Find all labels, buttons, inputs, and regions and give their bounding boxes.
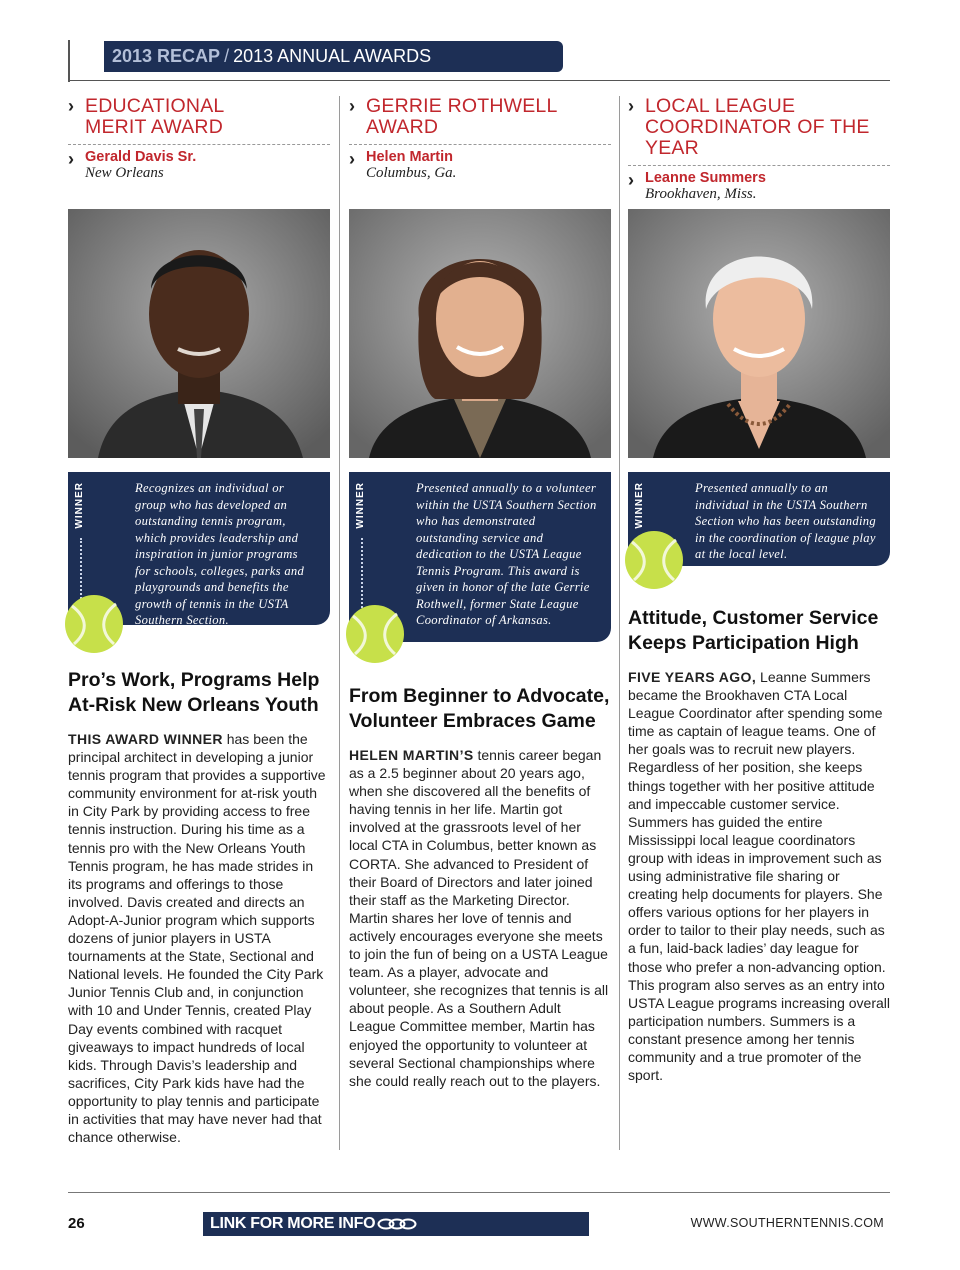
winner-name: Gerald Davis Sr. bbox=[85, 149, 197, 165]
column-divider bbox=[619, 96, 620, 1150]
award-column-educational-merit bbox=[68, 95, 330, 1146]
winner-info bbox=[349, 149, 611, 182]
article-text: tennis career began as a 2.5 beginner about 20 years ago, when she discovered all the benefits of having tennis in her life. Martin got involved at the grassroots level of her local CTA in Columbus, better known as CORTA. She advanced to President of their Board of Directors and later joined their staff as the Marketing Director. Martin shares her love of tennis and actively encourages everyone she meets to join the fun of being on a USTA League team. As a player, advocate and volunteer, she recognizes that tennis is all about people. As a Southern Adult League Committee member, Martin has enjoyed the opportunity to volunteer at several Sectional championships where she could really reach out to the players. bbox=[349, 747, 609, 1089]
award-description: Presented annually to a volunteer within the USTA Southern Section who has demonstrated outstanding service and dedication to the USTA League Tennis Program. This award is given in honor of the late Gerrie Rothwell, former State League Coordinator of Arkansas. bbox=[416, 481, 597, 627]
chevron-right-icon: › bbox=[349, 149, 355, 169]
award-description: Presented annually to an individual in the USTA Southern Section who has been outstanding in the coordination of league play at the local level. bbox=[695, 481, 876, 561]
award-title-line: COORDINATOR OF THE YEAR bbox=[645, 116, 870, 159]
more-info-label: LINK FOR MORE INFO bbox=[210, 1215, 376, 1232]
article-text: Leanne Summers became the Brookhaven CTA Local League Coordinator after spending some time as captain of league teams. One of her goals was to recruit new players. Regardless of her position, she keeps things together with her positive attitude and impeccable customer service. Summers has guided the entire Mississippi local league coordinators group with ideas in improvement such as using administrative file sharing or creating help documents for players. She offers various options for her players in order to tailor to their play needs, such as a fun, laid-back ladies’ day league for those who prefer a non-advancing option. This program also serves as an entry into USTA League programs increasing overall participation numbers. Summers is a constant presence among her tennis community and a true promoter of the sport. bbox=[628, 669, 890, 1084]
article-body bbox=[628, 668, 890, 1084]
website-url[interactable]: WWW.SOUTHERNTENNIS.COM bbox=[690, 1216, 884, 1230]
winner-location: Brookhaven, Miss. bbox=[645, 186, 757, 202]
winner-name: Leanne Summers bbox=[645, 170, 766, 186]
dashed-divider bbox=[68, 144, 330, 145]
award-title bbox=[628, 96, 890, 159]
winner-photo bbox=[68, 209, 330, 458]
award-title-line: EDUCATIONAL bbox=[85, 95, 225, 117]
article-title-line: Attitude, Customer Service bbox=[628, 607, 879, 629]
page-number: 26 bbox=[68, 1215, 85, 1232]
article-body bbox=[68, 730, 330, 1146]
article-title-line: At-Risk New Orleans Youth bbox=[68, 693, 319, 716]
dashed-divider bbox=[628, 165, 890, 166]
award-title-line: MERIT AWARD bbox=[85, 116, 223, 138]
chevron-right-icon: › bbox=[68, 96, 75, 116]
article-title-line: From Beginner to Advocate, bbox=[349, 685, 610, 707]
award-column-gerrie-rothwell bbox=[349, 95, 611, 1089]
article-lead: HELEN MARTIN’S bbox=[349, 747, 474, 763]
award-description: Recognizes an individual or group who has developed an outstanding tennis program, which provides leadership and inspiration in junior programs for schools, colleges, parks and playgrounds and benefits the growth of tennis in the USTA Southern Section. bbox=[135, 481, 305, 627]
more-info-link[interactable] bbox=[203, 1212, 589, 1236]
winner-label: WINNER bbox=[74, 482, 85, 529]
tennis-ball-icon bbox=[624, 530, 684, 590]
article-title-line: Pro’s Work, Programs Help bbox=[68, 669, 320, 691]
article-title bbox=[349, 684, 609, 733]
chevron-right-icon: › bbox=[349, 96, 356, 116]
tennis-ball-icon bbox=[64, 594, 124, 654]
header-section: 2013 RECAP bbox=[112, 46, 221, 66]
article-lead: THIS AWARD WINNER bbox=[68, 731, 223, 747]
winner-info bbox=[68, 149, 330, 182]
award-column-local-league-coordinator bbox=[628, 95, 890, 1084]
award-title-line: LOCAL LEAGUE bbox=[645, 95, 796, 117]
article-body bbox=[349, 746, 611, 1090]
winner-photo bbox=[628, 209, 890, 458]
article-title bbox=[628, 606, 878, 655]
header-subsection: 2013 ANNUAL AWARDS bbox=[233, 46, 432, 66]
chevron-right-icon: › bbox=[68, 149, 74, 169]
winner-name: Helen Martin bbox=[366, 149, 454, 165]
chain-link-icon bbox=[377, 1217, 417, 1231]
winner-info bbox=[628, 170, 890, 203]
winner-label: WINNER bbox=[634, 482, 645, 529]
article-title-line: Volunteer Embraces Game bbox=[349, 709, 596, 732]
winner-label: WINNER bbox=[355, 482, 366, 529]
award-title-line: AWARD bbox=[366, 116, 439, 138]
chevron-right-icon: › bbox=[628, 170, 634, 190]
chevron-right-icon: › bbox=[628, 96, 635, 116]
winner-location: Columbus, Ga. bbox=[366, 165, 457, 181]
award-title bbox=[349, 96, 611, 138]
header-rule-left bbox=[68, 40, 70, 82]
award-title-line: GERRIE ROTHWELL bbox=[366, 95, 558, 117]
article-title bbox=[68, 668, 319, 717]
award-title bbox=[68, 96, 330, 138]
column-divider bbox=[339, 96, 340, 1150]
article-lead: FIVE YEARS AGO, bbox=[628, 669, 757, 685]
footer-rule bbox=[68, 1192, 890, 1193]
section-header bbox=[104, 41, 563, 72]
dashed-divider bbox=[349, 144, 611, 145]
winner-photo bbox=[349, 209, 611, 458]
winner-location: New Orleans bbox=[85, 165, 164, 181]
header-rule-bottom bbox=[68, 80, 890, 81]
article-text: has been the principal architect in developing a junior tennis program that provides a supportive community environment for at-risk youth in City Park by providing access to free tennis instruction. During his time as a tennis pro with the New Orleans Youth Tennis program, he has made strides in its programs and offerings to those involved. Davis created and directs an Adopt-A-Junior program which supports dozens of junior players in USTA tournaments at the State, Sectional and National levels. He founded the City Park Junior Tennis Club and, in conjunction with 10 and Under Tennis, created Play Day events combined with racquet giveaways to impact hundreds of local kids. Through Davis’s leadership and sacrifices, City Park kids have had the opportunity to play tennis and participate in activities that may have never had that chance otherwise. bbox=[68, 731, 326, 1146]
header-separator: / bbox=[224, 46, 230, 66]
tennis-ball-icon bbox=[345, 604, 405, 664]
article-title-line: Keeps Participation High bbox=[628, 631, 859, 654]
